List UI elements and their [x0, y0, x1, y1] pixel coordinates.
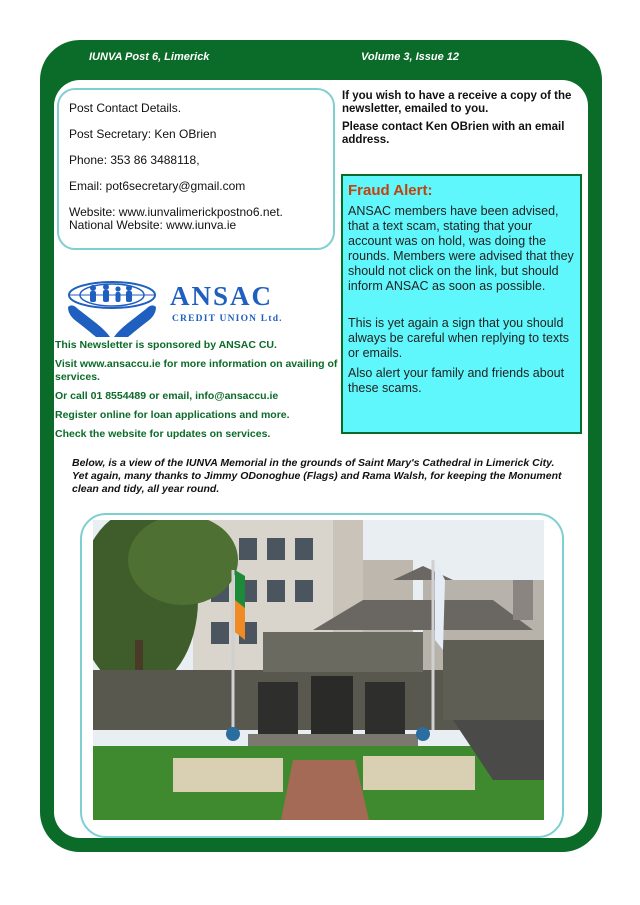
- sponsor-line-4: Register online for loan applications and more.: [55, 409, 290, 421]
- sponsor-line-3: Or call 01 8554489 or email, info@ansaccu.ie: [55, 390, 279, 402]
- request-line-1: If you wish to have a receive a copy of the newsletter, emailed to you.: [342, 90, 572, 115]
- fraud-alert-box: [341, 174, 582, 434]
- fraud-alert-paragraph-2: This is yet again a sign that you should always be careful when replying to texts or emails.: [348, 316, 569, 360]
- fraud-alert-paragraph-1: ANSAC members have been advised, that a text scam, stating that your account was on hold, was doing the rounds. Members were advised that they should not click on the link, but should inform ANSAC as soon as possible.: [348, 204, 574, 293]
- ansac-logo-name: ANSAC: [170, 281, 274, 311]
- masthead-issue: Volume 3, Issue 12: [361, 51, 460, 63]
- masthead-post-name: IUNVA Post 6, Limerick: [89, 51, 210, 63]
- memorial-photo: [93, 520, 544, 820]
- sponsor-line-5: Check the website for updates on services.: [55, 428, 271, 440]
- request-line-2: Please contact Ken OBrien with an email address.: [342, 121, 565, 146]
- contact-national-website: National Website: www.iunva.ie: [69, 218, 237, 232]
- hands-globe-icon: [68, 282, 156, 337]
- contact-heading: Post Contact Details.: [69, 101, 182, 115]
- fraud-alert-title: Fraud Alert:: [348, 182, 433, 199]
- ansac-logo: [66, 279, 328, 337]
- sponsor-line-2: Visit www.ansaccu.ie for more information on availing of services.: [55, 358, 338, 383]
- contact-secretary: Post Secretary: Ken OBrien: [69, 127, 217, 141]
- contact-website: Website: www.iunvalimerickpostno6.net.: [69, 205, 283, 219]
- contact-details-box: [57, 88, 335, 250]
- sponsor-line-1: This Newsletter is sponsored by ANSAC CU.: [55, 339, 277, 351]
- contact-phone: Phone: 353 86 3488118,: [69, 153, 200, 167]
- contact-email: Email: pot6secretary@gmail.com: [69, 179, 246, 193]
- memorial-caption: Below, is a view of the IUNVA Memorial in the grounds of Saint Mary's Cathedral in Limerick City. Yet again, many thanks to Jimmy ODonoghue (Flags) and Rama Walsh, for keeping the Monument clean and tidy, all year round.: [72, 457, 562, 495]
- sponsor-block: [55, 339, 340, 447]
- fraud-alert-paragraph-3: Also alert your family and friends about these scams.: [348, 366, 565, 395]
- ansac-logo-subtitle: CREDIT UNION Ltd.: [172, 314, 283, 324]
- newsletter-request: [342, 90, 582, 152]
